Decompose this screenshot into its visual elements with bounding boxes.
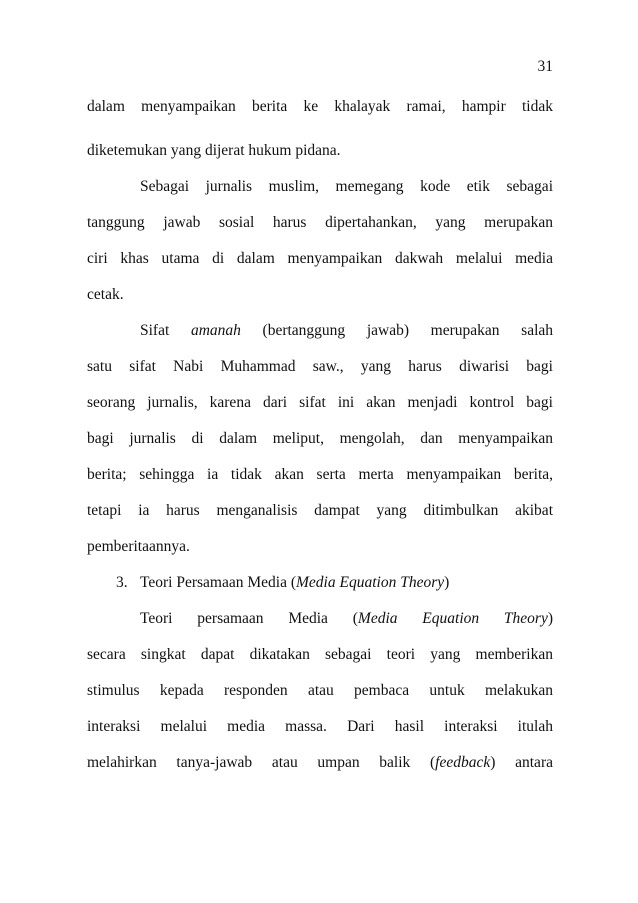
text-line: tanggung jawab sosial harus dipertahankan, yang merupakan bbox=[87, 214, 553, 231]
text-line: bagi jurnalis di dalam meliput, mengolah, dan menyampaikan bbox=[87, 430, 553, 447]
text-run: Sifat bbox=[140, 322, 191, 339]
italic-term: Media Equation Theory bbox=[296, 574, 445, 591]
text-line: berita; sehingga ia tidak akan serta merta menyampaikan berita, bbox=[87, 466, 553, 483]
text-line: satu sifat Nabi Muhammad saw., yang harus diwarisi bagi bbox=[87, 358, 553, 375]
italic-term: feedback bbox=[435, 754, 491, 771]
text-run: melahirkan tanya-jawab atau umpan balik ( bbox=[87, 754, 436, 771]
section-heading bbox=[116, 573, 553, 593]
italic-term: Media Equation Theory bbox=[357, 610, 548, 627]
paragraph-first-line bbox=[140, 321, 553, 341]
text-line: ciri khas utama di dalam menyampaikan dakwah melalui media bbox=[87, 250, 553, 267]
text-run: (bertanggung jawab) merupakan salah bbox=[240, 322, 554, 339]
text-run: Teori Persamaan Media ( bbox=[140, 574, 297, 591]
text-line: tetapi ia harus menganalisis dampat yang ditimbulkan akibat bbox=[87, 502, 553, 519]
text-line: seorang jurnalis, karena dari sifat ini akan menjadi kontrol bagi bbox=[87, 394, 553, 411]
text-run: ) antara bbox=[490, 754, 553, 771]
page-number: 31 bbox=[537, 58, 553, 75]
text-line: interaksi melalui media massa. Dari hasil interaksi itulah bbox=[87, 718, 553, 735]
text-line: secara singkat dapat dikatakan sebagai teori yang memberikan bbox=[87, 646, 553, 663]
text-run: ) bbox=[547, 610, 554, 627]
italic-term: amanah bbox=[190, 322, 241, 339]
list-number: 3. bbox=[116, 574, 128, 591]
paragraph-first-line bbox=[140, 609, 553, 629]
paragraph-first-line: Sebagai jurnalis muslim, memegang kode etik sebagai bbox=[140, 178, 553, 195]
text-run: Teori persamaan Media ( bbox=[140, 610, 358, 627]
text-line: cetak. bbox=[87, 286, 124, 303]
text-line: diketemukan yang dijerat hukum pidana. bbox=[87, 142, 341, 159]
text-line: pemberitaannya. bbox=[87, 538, 190, 555]
text-line bbox=[87, 753, 553, 773]
text-line: stimulus kepada responden atau pembaca untuk melakukan bbox=[87, 682, 553, 699]
text-line: dalam menyampaikan berita ke khalayak ramai, hampir tidak bbox=[87, 98, 553, 115]
text-run: ) bbox=[444, 574, 450, 591]
